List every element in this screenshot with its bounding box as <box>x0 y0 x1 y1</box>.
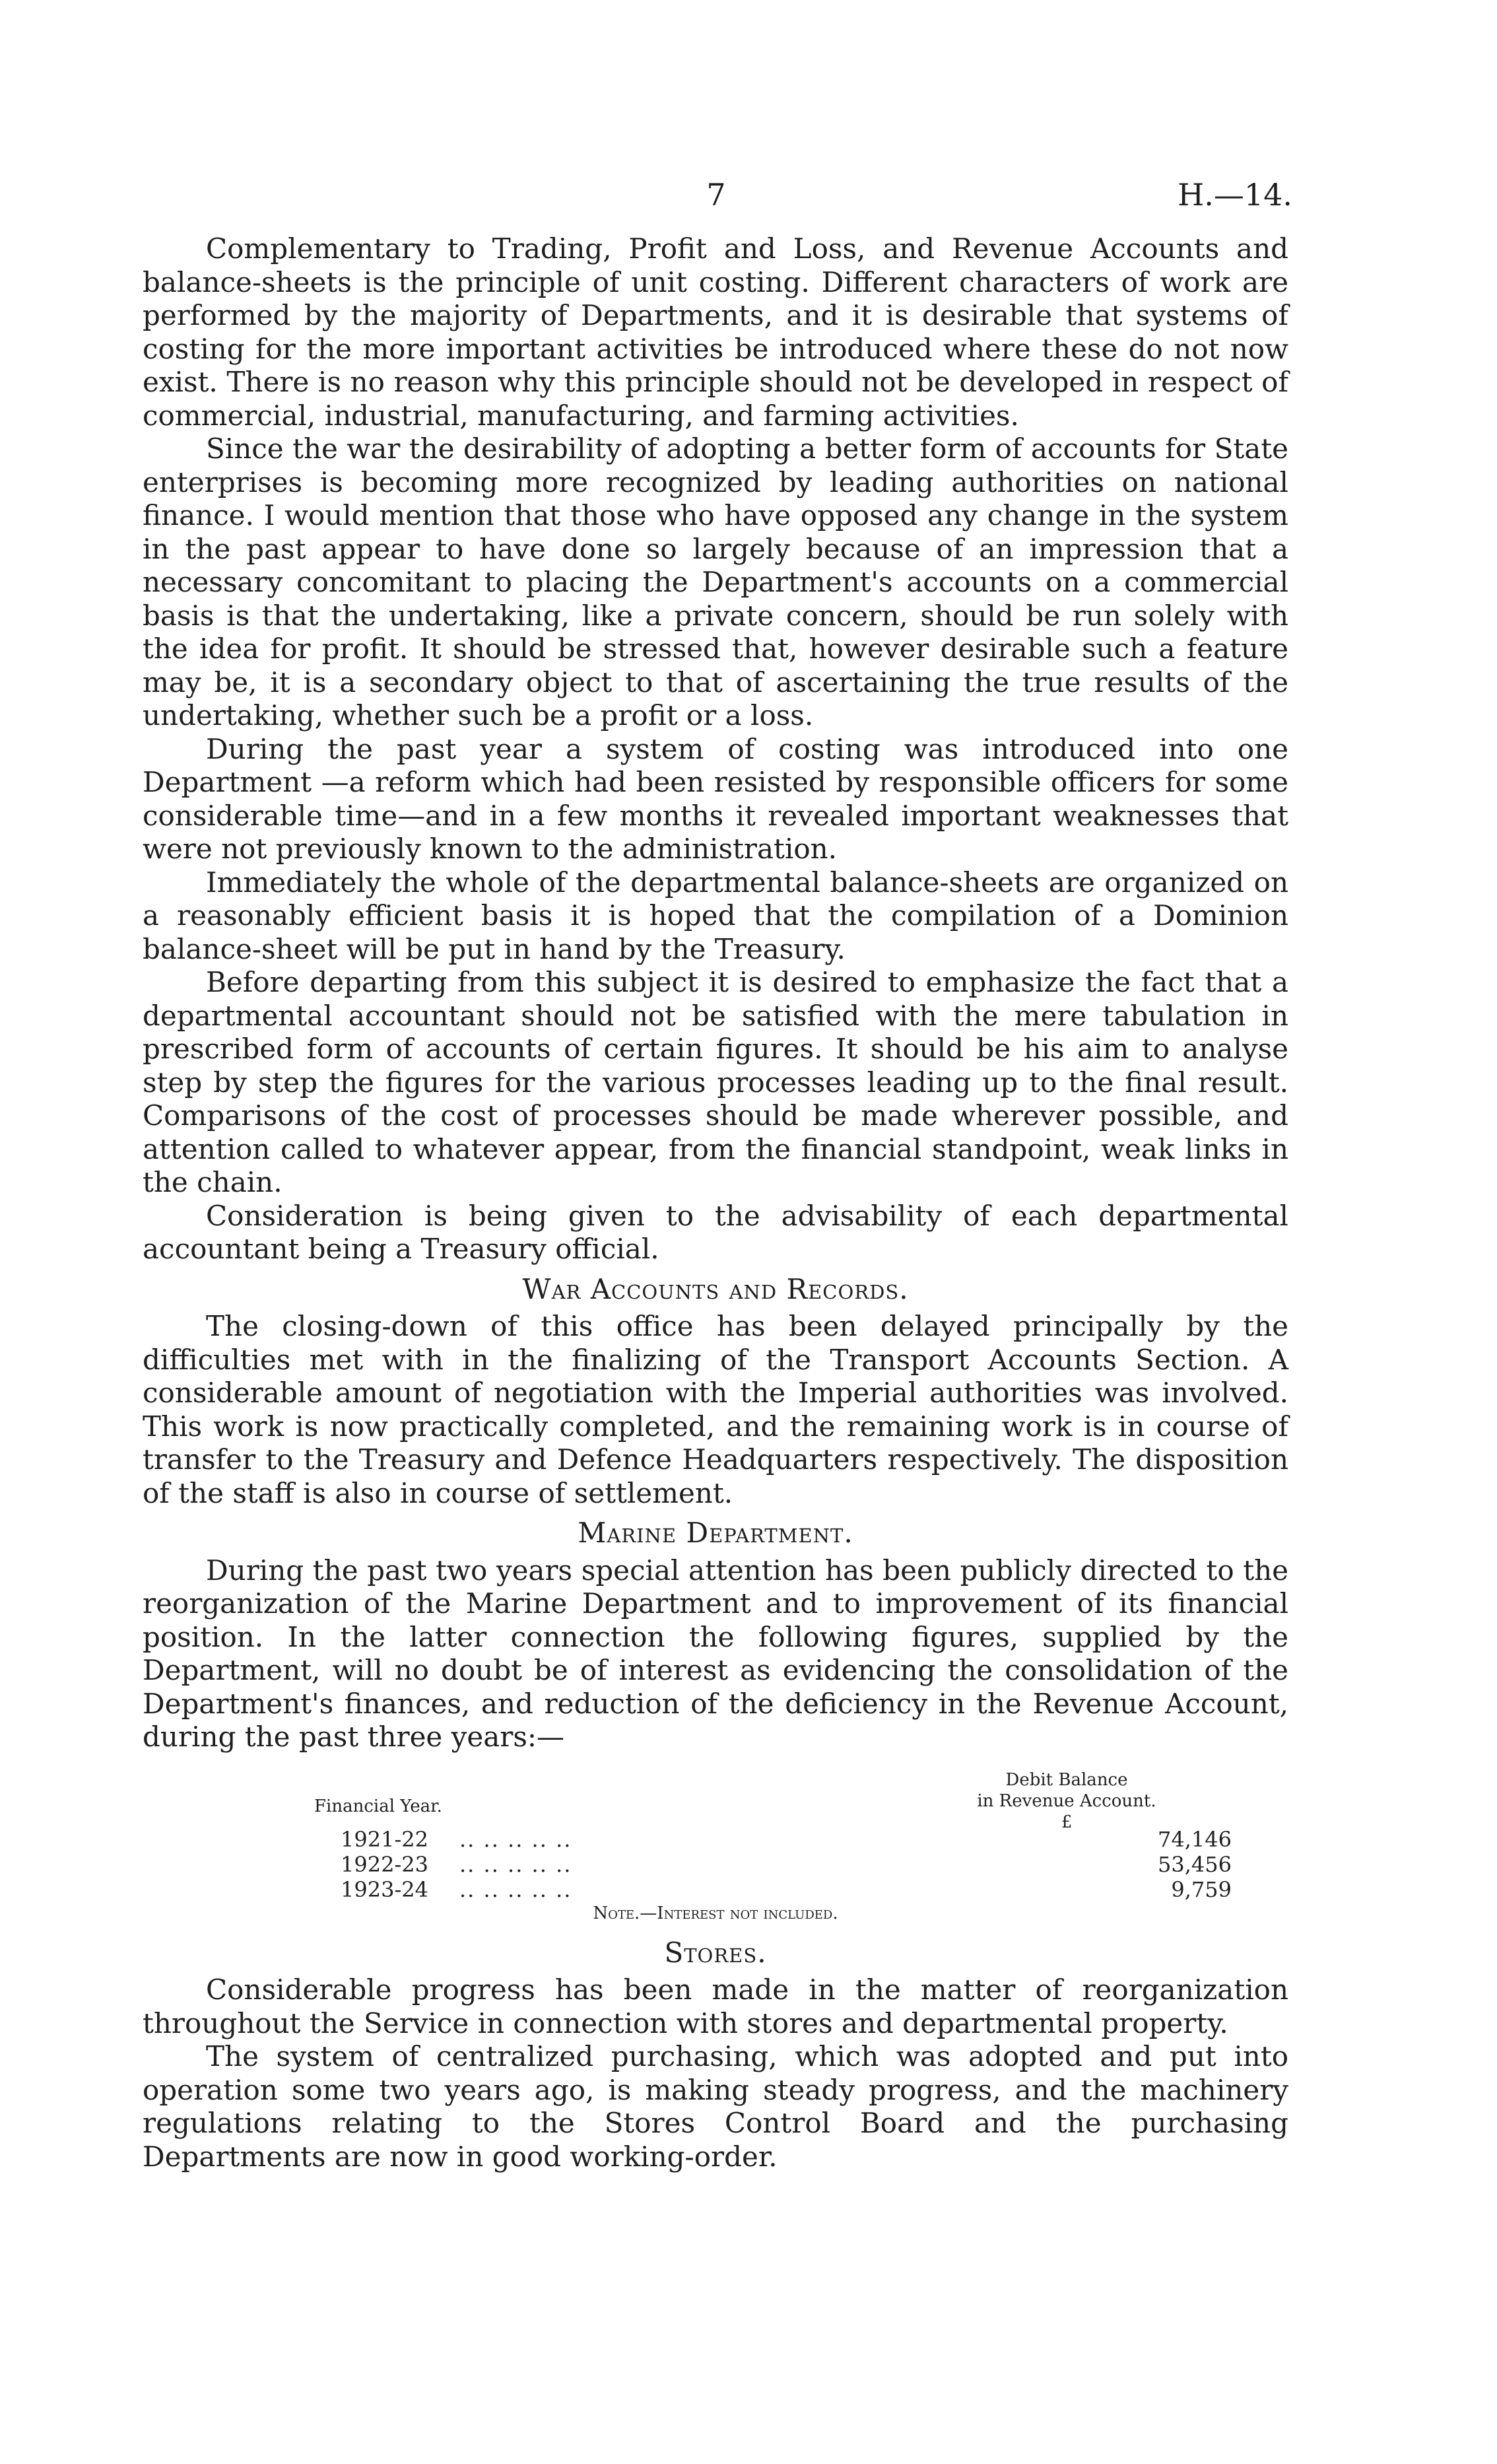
paragraph: Considerable progress has been made in the matter of reorganization throughout the Service in connection with stores and departmental property. <box>143 1973 1288 2039</box>
table-header-year: Financial Year. <box>314 1796 442 1816</box>
deficiency-table <box>143 1758 1288 1930</box>
table-leader-dots: .. .. .. .. .. <box>459 1826 572 1852</box>
document-body <box>143 232 1288 2173</box>
paragraph: During the past two years special attention has been publicly directed to the reorganization of the Marine Department and to improvement of its financial position. In the latter connection the following figures, supplied by the Department, will no doubt be of interest as evidencing the consolidation of the Department's finances, and reduction of the deficiency in the Revenue Account, during the past three years:— <box>143 1554 1288 1753</box>
table-leader-dots: .. .. .. .. .. <box>459 1876 572 1902</box>
paragraph: Complementary to Trading, Profit and Loss, and Revenue Accounts and balance-sheets is the principle of unit costing. Different characters of work are performed by the majority of Departments, and it is desirable that systems of costing for the more important activities be introduced where these do not now exist. There is no reason why this principle should not be developed in respect of commercial, industrial, manufacturing, and farming activities. <box>143 232 1288 432</box>
table-cell-year: 1921-22 <box>341 1826 428 1852</box>
table-row <box>341 1873 1258 1902</box>
paragraph: Before departing from this subject it is desired to emphasize the fact that a departmental accountant should not be satisfied with the mere tabulation in prescribed form of accounts of certain figures. It should be his aim to analyse step by step the figures for the various processes leading up to the final result. Comparisons of the cost of processes should be made wherever possible, and attention called to whatever appear, from the financial standpoint, weak links in the chain. <box>143 966 1288 1198</box>
table-header-balance-line2: in Revenue Account. <box>977 1791 1156 1811</box>
section-heading-stores: Stores. <box>664 1936 767 1969</box>
table-cell-value: 74,146 <box>1158 1826 1232 1852</box>
section-heading-war-accounts: War Accounts and Records. <box>522 1272 909 1305</box>
table-note: Note.—Interest not included. <box>593 1903 838 1923</box>
paragraph: The closing-down of this office has been delayed principally by the difficulties met with in the finalizing of the Transport Accounts Section. A considerable amount of negotiation with the Imperial authorities was involved. This work is now practically completed, and the remaining work is in course of transfer to the Treasury and Defence Headquarters respectively. The disposition of the staff is also in course of settlement. <box>143 1310 1288 1509</box>
page-number: 7 <box>706 177 726 213</box>
table-leader-dots: .. .. .. .. .. <box>459 1851 572 1877</box>
paragraph: During the past year a system of costing was introduced into one Department —a reform which had been resisted by responsible officers for some considerable time—and in a few months it revealed important weaknesses that were not previously known to the administration. <box>143 732 1288 865</box>
table-header-balance-line1: Debit Balance <box>1005 1769 1128 1790</box>
paragraph: The system of centralized purchasing, which was adopted and put into operation some two years ago, is making steady progress, and the machinery regulations relating to the Stores Control Board and the purchasing Departments are now in good working-order. <box>143 2040 1288 2173</box>
table-row <box>341 1823 1258 1852</box>
table-cell-value: 9,759 <box>1171 1876 1232 1902</box>
paragraph: Since the war the desirability of adopting a better form of accounts for State enterprises is becoming more recognized by leading authorities on national finance. I would mention that those who have opposed any change in the system in the past appear to have done so largely because of an impression that a necessary concomitant to placing the Department's accounts on a commercial basis is that the undertaking, like a private concern, should be run solely with the idea for profit. It should be stressed that, however desirable such a feature may be, it is a secondary object to that of ascertaining the true results of the undertaking, whether such be a profit or a loss. <box>143 432 1288 732</box>
document-reference: H.—14. <box>1178 177 1292 213</box>
table-currency-symbol: £ <box>1061 1812 1073 1832</box>
paragraph: Immediately the whole of the departmental balance-sheets are organized on a reasonably efficient basis it is hoped that the compilation of a Dominion balance-sheet will be put in hand by the Treasury. <box>143 866 1288 965</box>
table-cell-year: 1923-24 <box>341 1876 428 1902</box>
table-cell-year: 1922-23 <box>341 1851 428 1877</box>
table-cell-value: 53,456 <box>1158 1851 1232 1877</box>
table-row <box>341 1848 1258 1877</box>
paragraph: Consideration is being given to the advisability of each departmental accountant being a Treasury official. <box>143 1199 1288 1265</box>
section-heading-marine: Marine Department. <box>578 1517 853 1549</box>
